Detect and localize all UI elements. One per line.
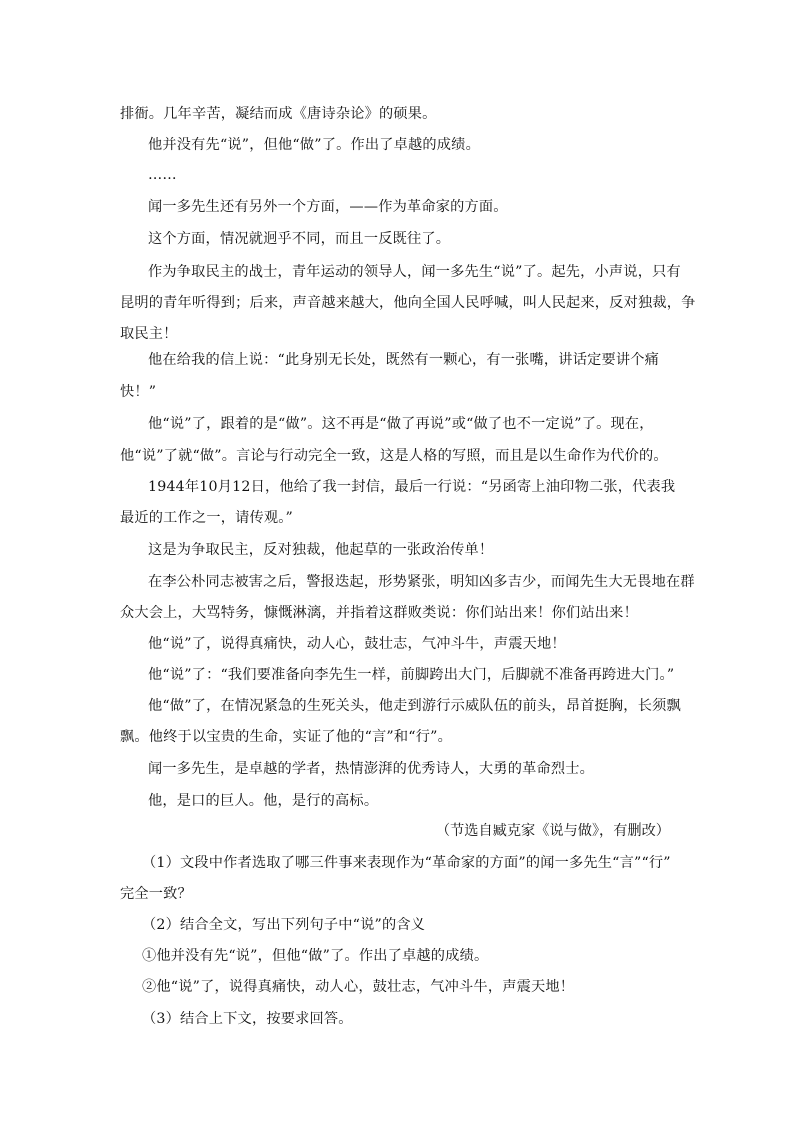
question-2-item-1: ①他并没有先“说”，但他“做”了。作出了卓越的成绩。 bbox=[142, 948, 489, 964]
question-2-item-2: ②他“说”了，说得真痛快，动人心，鼓壮志，气冲斗牛，声震天地！ bbox=[142, 979, 575, 995]
text-line: 1944年10月12日，他给了我一封信，最后一行说：“另函寄上油印物二张，代表我 bbox=[148, 479, 676, 495]
text-line: 排衙。几年辛苦，凝结而成《唐诗杂论》的硕果。 bbox=[120, 106, 437, 122]
text-line: 闻一多先生还有另外一个方面，——作为革命家的方面。 bbox=[148, 199, 508, 215]
text-line: 最近的工作之一，请传观。” bbox=[120, 510, 294, 526]
text-line: 飘。他终于以宝贵的生命，实证了他的“言”和“行”。 bbox=[120, 729, 452, 745]
text-line: 众大会上，大骂特务，慷慨淋漓，并指着这群败类说：你们站出来！你们站出来！ bbox=[120, 605, 638, 621]
question-3: （3）结合上下文，按要求回答。 bbox=[142, 1011, 353, 1027]
ellipsis-line: …… bbox=[148, 167, 177, 183]
text-line: 快！” bbox=[120, 384, 157, 400]
text-line: 这个方面，情况就迥乎不同，而且一反既往了。 bbox=[148, 231, 451, 247]
text-line: 他并没有先“说”，但他“做”了。作出了卓越的成绩。 bbox=[148, 137, 480, 153]
question-1: （1）文段中作者选取了哪三件事来表现作为“革命家的方面”的闻一多先生“言”“行” bbox=[142, 855, 671, 871]
text-line: 他“说”了就“做”。言论与行动完全一致，这是人格的写照，而且是以生命作为代价的。 bbox=[120, 448, 668, 464]
text-line: 昆明的青年听得到；后来，声音越来越大，他向全国人民呼喊，叫人民起来，反对独裁，争 bbox=[120, 295, 696, 311]
text-line: 他“做”了，在情况紧急的生死关头，他走到游行示威队伍的前头，昂首挺胸，长须飘 bbox=[148, 698, 681, 714]
text-line: 在李公朴同志被害之后，警报迭起，形势紧张，明知凶多吉少，而闻先生大无畏地在群 bbox=[148, 574, 695, 590]
text-line: 他“说”了，跟着的是“做”。这不再是“做了再说”或“做了也不一定说”了。现在， bbox=[148, 416, 654, 432]
text-line: 作为争取民主的战士，青年运动的领导人，闻一多先生“说”了。起先，小声说，只有 bbox=[148, 264, 681, 280]
question-1-continued: 完全一致？ bbox=[120, 886, 192, 902]
text-line: 他“说”了：“我们要准备向李先生一样，前脚跨出大门，后脚就不准备再跨进大门。” bbox=[148, 667, 675, 683]
text-line: 他，是口的巨人。他，是行的高标。 bbox=[148, 793, 379, 809]
text-line: 闻一多先生，是卓越的学者，热情澎湃的优秀诗人，大勇的革命烈士。 bbox=[148, 761, 595, 777]
source-citation: （节选自臧克家《说与做》，有删改） bbox=[435, 823, 670, 839]
question-2: （2）结合全文，写出下列句子中“说”的含义 bbox=[142, 917, 426, 933]
text-line: 这是为争取民主，反对独裁，他起草的一张政治传单！ bbox=[148, 542, 494, 558]
text-line: 他在给我的信上说：“此身别无长处，既然有一颗心，有一张嘴，讲话定要讲个痛 bbox=[148, 352, 660, 368]
text-line: 取民主！ bbox=[120, 326, 178, 342]
text-line: 他“说”了，说得真痛快，动人心，鼓壮志，气冲斗牛，声震天地！ bbox=[148, 636, 566, 652]
